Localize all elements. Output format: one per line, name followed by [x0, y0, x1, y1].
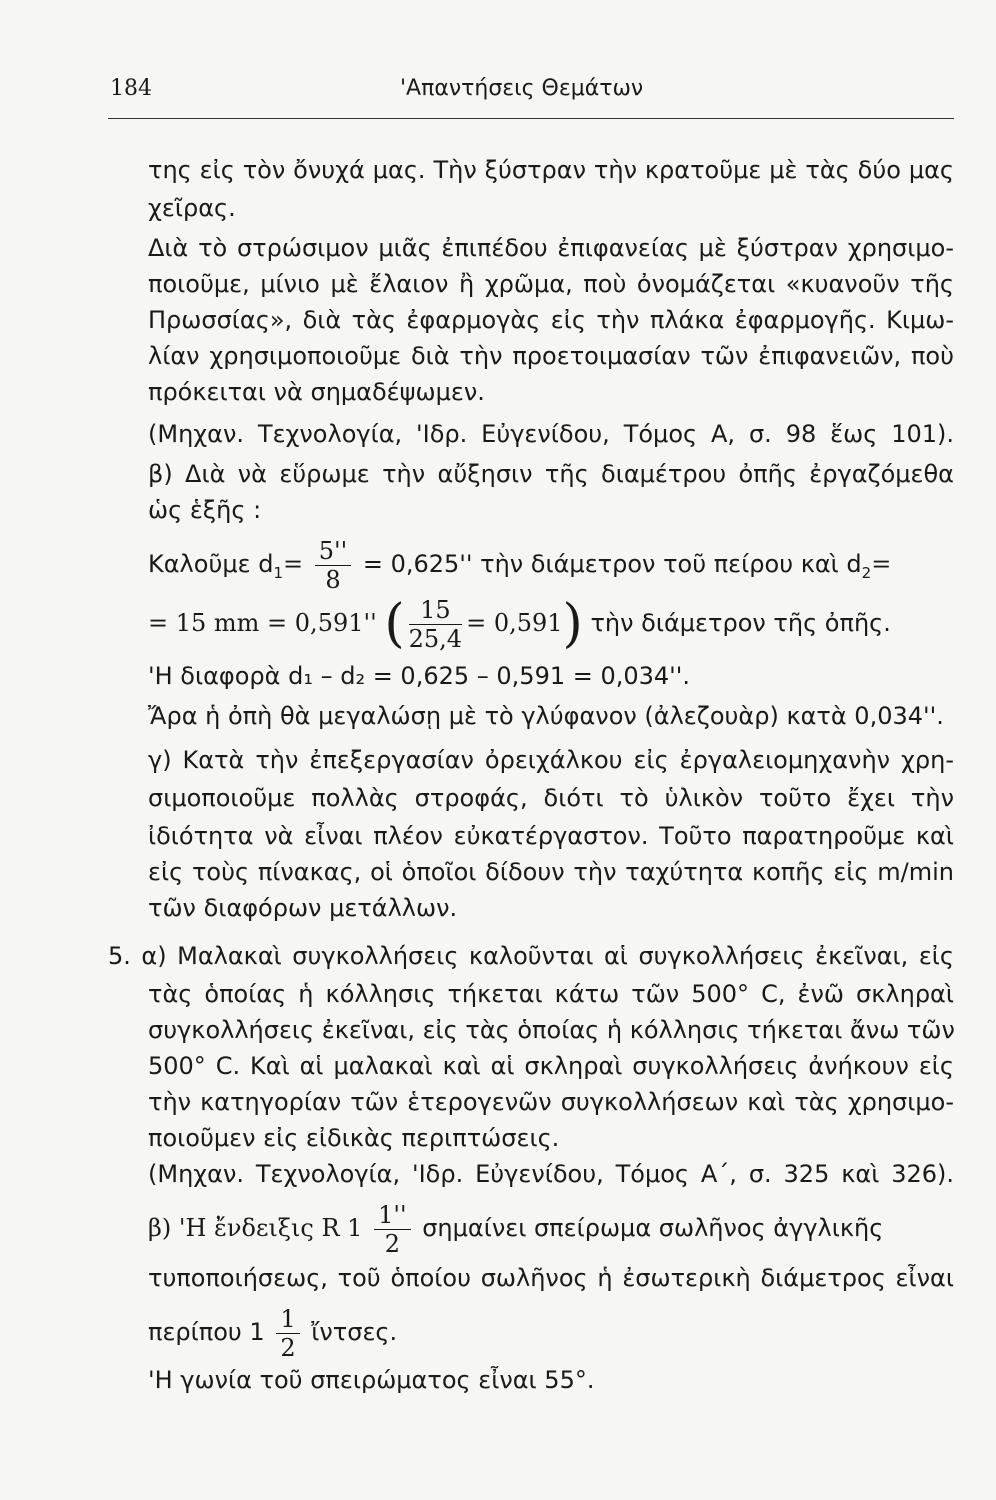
- fraction: $\frac{5''}{8}$: [315, 537, 351, 594]
- equation-line: = 15 mm = 0,591'' ( $\frac{15}{25,4}$ = 0,591) τὴν διάμετρον τῆς ὀπῆς.: [148, 594, 891, 654]
- header-rule: [108, 118, 954, 119]
- fraction: $\frac{1}{2}$: [276, 1305, 299, 1362]
- page-number: 184: [110, 76, 152, 101]
- text-line: τῶν διαφόρων μετάλλων.: [148, 894, 458, 922]
- text-line: λίαν χρησιμοποιοῦμε διὰ τὴν προετοιμασίαν τῶν ἐπιφανειῶν, ποὺ: [148, 342, 954, 370]
- text-line: 'Η διαφορὰ d₁ – d₂ = 0,625 – 0,591 = 0,034''.: [148, 662, 691, 690]
- text-line: 'Η γωνία τοῦ σπειρώματος εἶναι 55°.: [148, 1366, 595, 1394]
- text-line: τὰς ὁποίας ἡ κόλλησις τήκεται κάτω τῶν 500° C, ἐνῶ σκληραὶ: [148, 980, 954, 1008]
- fraction: $\frac{1''}{2}$: [374, 1201, 410, 1258]
- fraction: $\frac{15}{25,4}$: [408, 595, 463, 653]
- equation-line: β) 'Η ἔνδειξις R 1 $\frac{1''}{2}$ σημαίνει σπείρωμα σωλῆνος ἀγγλικῆς: [148, 1200, 884, 1258]
- text-line: συγκολλήσεις ἐκεῖναι, εἰς τὰς ὁποίας ἡ κόλλησις τήκεται ἄνω τῶν: [148, 1016, 955, 1044]
- text-line: πρόκειται νὰ σημαδέψωμεν.: [148, 378, 485, 406]
- citation: (Μηχαν. Τεχνολογία, 'Ιδρ. Εὐγενίδου, Τόμος Α, σ. 98 ἕως 101).: [148, 420, 954, 448]
- equation-line: περίπου 1 $\frac{1}{2}$ ἴντσες.: [148, 1304, 398, 1362]
- running-header: [110, 76, 952, 110]
- text-line: Διὰ τὸ στρώσιμον μιᾶς ἐπιπέδου ἐπιφανείας μὲ ξύστραν χρησιμο-: [148, 234, 954, 262]
- text-line: β) Διὰ νὰ εὕρωμε τὴν αὔξησιν τῆς διαμέτρου ὀπῆς ἐργαζόμεθα: [148, 460, 954, 488]
- text-line: ποιοῦμεν εἰς εἰδικὰς περιπτώσεις.: [148, 1124, 560, 1152]
- equation-line: Καλοῦμε $d_1=$ $\frac{5''}{8}$ = 0,625'' τὴν διάμετρον τοῦ πείρου καὶ $d_2=$: [148, 536, 892, 594]
- citation: (Μηχαν. Τεχνολογία, 'Ιδρ. Εὐγενίδου, Τόμος Α΄, σ. 325 καὶ 326).: [148, 1160, 954, 1188]
- text-line: ποιοῦμε, μίνιο μὲ ἔλαιον ἢ χρῶμα, ποὺ ὀνομάζεται «κυανοῦν τῆς: [148, 270, 954, 298]
- text-line: 5. α) Μαλακαὶ συγκολλήσεις καλοῦνται αἱ συγκολλήσεις ἐκεῖναι, εἰς: [108, 942, 954, 970]
- text-line: τυποποιήσεως, τοῦ ὁποίου σωλῆνος ἡ ἐσωτερικὴ διάμετρος εἶναι: [148, 1264, 954, 1292]
- text-line: χεῖρας.: [148, 194, 236, 222]
- text-line: της εἰς τὸν ὄνυχά μας. Τὴν ξύστραν τὴν κρατοῦμε μὲ τὰς δύο μας: [148, 156, 954, 184]
- text-line: σιμοποιοῦμε πολλὰς στροφάς, διότι τὸ ὑλικὸν τοῦτο ἔχει τὴν: [148, 784, 954, 812]
- text-line: ἰδιότητα νὰ εἶναι πλέον εὐκατέργαστον. Τοῦτο παρατηροῦμε καὶ: [148, 822, 954, 850]
- text-line: τὴν κατηγορίαν τῶν ἑτερογενῶν συγκολλήσεων καὶ τὰς χρησιμο-: [148, 1088, 954, 1116]
- text-line: Πρωσσίας», διὰ τὰς ἐφαρμογὰς εἰς τὴν πλάκα ἐφαρμογῆς. Κιμω-: [148, 306, 954, 334]
- running-title: 'Απαντήσεις Θεμάτων: [400, 76, 644, 101]
- text-line: 500° C. Καὶ αἱ μαλακαὶ καὶ αἱ σκληραὶ συγκολλήσεις ἀνήκουν εἰς: [148, 1052, 954, 1080]
- text-line: Ἄρα ἡ ὀπὴ θὰ μεγαλώσῃ μὲ τὸ γλύφανον (ἀλεζουὰρ) κατὰ 0,034''.: [148, 702, 944, 730]
- text-line: ὡς ἑξῆς :: [148, 496, 262, 524]
- text-line: εἰς τοὺς πίνακας, οἱ ὁποῖοι δίδουν τὴν ταχύτητα κοπῆς εἰς m/min: [148, 858, 954, 886]
- text-line: γ) Κατὰ τὴν ἐπεξεργασίαν ὀρειχάλκου εἰς ἐργαλειομηχανὴν χρη-: [148, 746, 954, 774]
